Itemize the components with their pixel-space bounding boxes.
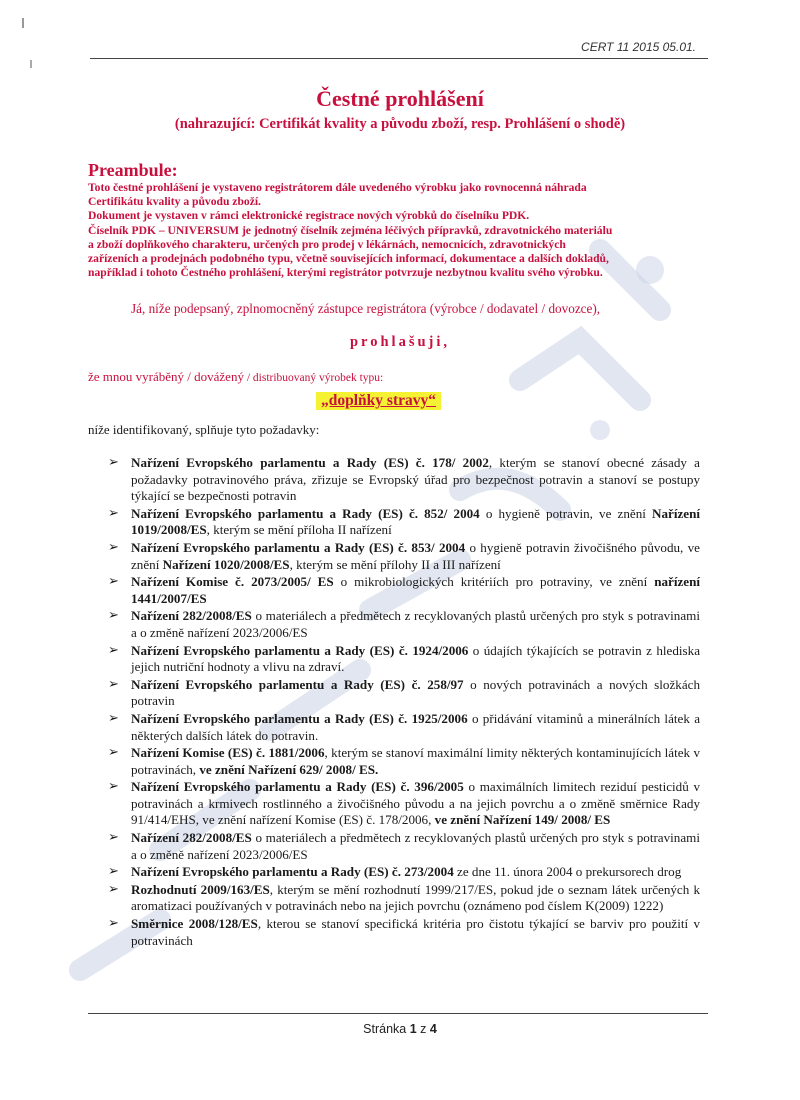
arrow-bullet-icon: ➢ xyxy=(108,539,119,555)
requirement-item xyxy=(108,745,700,778)
requirement-regulation: Nařízení Evropského parlamentu a Rady (ES) č. 273/2004 xyxy=(131,864,454,880)
requirement-description: , kterým se stanoví maximální limity některých kontaminujících látek v potravinách, xyxy=(131,745,701,777)
requirement-item xyxy=(108,455,700,505)
page-footer xyxy=(0,1022,800,1036)
arrow-bullet-icon: ➢ xyxy=(108,779,119,795)
requirement-item xyxy=(108,916,700,949)
requirement-regulation: Směrnice 2008/128/ES xyxy=(131,916,258,932)
preamble-line: Dokument je vystaven v rámci elektronické registrace nových výrobků do číselníku PDK. xyxy=(88,209,530,223)
requirement-note: , kterým se mění přílohy II a III nařízení xyxy=(289,556,501,572)
footer-total: 4 xyxy=(429,1022,437,1036)
requirement-description: o přidávání vitaminů a minerálních látek a některých dalších látek do potravin. xyxy=(131,710,701,743)
requirement-description: , kterým se mění rozhodnutí 1999/217/ES, pokud jde o seznam látek určených k aromatizaci používaných v potravinách nebo na jejich povrchu (oznámeno pod číslem K(2009) 1222) xyxy=(131,881,700,914)
requirement-description: o materiálech a předmětech z recyklovaných plastů určených pro styk s potravinami a o změně nařízení 2023/2006/ES xyxy=(131,830,700,862)
requirement-amendment: Nařízení 1019/2008/ES xyxy=(131,505,700,538)
requirement-description: , kterou se stanoví specifická kritéria pro čistotu týkající se barviv pro použití v potravinách xyxy=(131,916,701,948)
product-type-main: že mnou vyráběný / dovážený xyxy=(88,369,244,384)
requirement-note: , kterým se mění příloha II nařízení xyxy=(206,522,392,538)
preamble-line: a zboží doplňkového charakteru, určených pro prodej v lékárnách, nemocnicích, zdravotnických xyxy=(88,237,566,251)
arrow-bullet-icon: ➢ xyxy=(108,455,119,470)
product-type-small: / distribuovaný výrobek typu: xyxy=(243,372,384,384)
requirement-regulation: Nařízení Komise č. 2073/2005/ ES xyxy=(131,574,334,590)
requirement-amendment: Nařízení 1020/2008/ES xyxy=(162,556,290,572)
arrow-bullet-icon: ➢ xyxy=(108,916,119,932)
requirement-description: ze dne 11. února 2004 o prekursorech drog xyxy=(453,864,682,880)
requirement-item xyxy=(108,506,700,539)
requirement-description: o materiálech a předmětech z recyklovaných plastů určených pro styk s potravinami a o změně nařízení 2023/2006/ES xyxy=(131,608,700,640)
product-type-line xyxy=(88,369,383,385)
arrow-bullet-icon: ➢ xyxy=(108,642,119,658)
requirement-regulation: Nařízení Evropského parlamentu a Rady (ES) č. 178/ 2002 xyxy=(131,455,489,470)
requirements-list xyxy=(108,455,700,950)
requirement-item xyxy=(108,574,700,607)
requirement-description: o hygieně potravin živočišného původu, ve znění xyxy=(131,539,700,572)
document-subtitle: (nahrazující: Certifikát kvality a původu zboží, resp. Prohlášení o shodě) xyxy=(174,116,626,132)
requirement-item xyxy=(108,779,700,829)
preamble-line: Číselník PDK – UNIVERSUM je jednotný číselník zejména léčivých přípravků, zdravotnického materiálu xyxy=(88,223,613,237)
requirement-item xyxy=(108,608,700,641)
requirement-amendment: ve znění Nařízení 149/ 2008/ ES xyxy=(434,812,611,828)
footer-divider xyxy=(88,1013,708,1014)
preamble-heading: Preambule: xyxy=(88,160,178,180)
requirement-description: o hygieně potravin, ve znění xyxy=(479,505,652,521)
arrow-bullet-icon: ➢ xyxy=(108,676,119,692)
scan-marks xyxy=(10,10,40,80)
preamble-line: Certifikátu kvality a původu zboží. xyxy=(88,195,261,209)
preamble-line: například i tohoto Čestného prohlášení, kterými registrátor potvrzuje nezbytnou kvalitu svého výrobku. xyxy=(88,266,603,280)
requirement-description: o údajích týkajících se potravin z hlediska jejich nutriční hodnoty a vlivu na zdraví. xyxy=(131,642,700,675)
requirement-item xyxy=(108,711,700,744)
requirement-regulation: Nařízení Evropského parlamentu a Rady (ES) č. 853/ 2004 xyxy=(131,539,466,555)
declare-heading: prohlašuji, xyxy=(349,334,451,350)
requirement-amendment: nařízení 1441/2007/ES xyxy=(131,574,701,606)
requirement-regulation: Nařízení Komise (ES) č. 1881/2006 xyxy=(131,745,325,761)
requirement-item xyxy=(108,643,700,676)
preamble-line: zařízeních a prodejnách podobného typu, včetně souvisejících informací, dokumentace a dalších dokladů, xyxy=(88,252,609,266)
document-title: Čestné prohlášení xyxy=(316,86,484,111)
requirement-description: o mikrobiologických kritériích pro potraviny, ve znění xyxy=(333,574,655,590)
requirements-intro: níže identifikovaný, splňuje tyto požadavky: xyxy=(88,422,320,437)
arrow-bullet-icon: ➢ xyxy=(108,574,119,590)
footer-sep: z xyxy=(416,1022,430,1036)
requirement-regulation: Nařízení Evropského parlamentu a Rady (ES) č. 852/ 2004 xyxy=(131,505,480,521)
footer-label: Stránka xyxy=(363,1022,410,1036)
requirement-regulation: Nařízení Evropského parlamentu a Rady (ES) č. 396/2005 xyxy=(131,779,464,795)
preamble-line: Toto čestné prohlášení je vystaveno registrátorem dále uvedeného výrobku jako rovnocenná náhrada xyxy=(88,181,587,194)
arrow-bullet-icon: ➢ xyxy=(108,830,119,846)
requirement-item xyxy=(108,882,700,915)
arrow-bullet-icon: ➢ xyxy=(108,505,119,521)
requirement-item xyxy=(108,540,700,573)
requirement-regulation: Rozhodnutí 2009/163/ES xyxy=(131,881,270,897)
requirement-regulation: Nařízení 282/2008/ES xyxy=(131,608,252,624)
requirement-regulation: Nařízení Evropského parlamentu a Rady (ES) č. 1925/2006 xyxy=(131,710,468,726)
arrow-bullet-icon: ➢ xyxy=(108,608,119,624)
requirement-description: o maximálních limitech reziduí pesticidů v potravinách a krmivech rostlinného a živočišného původu a na jejich povrchu a o změně směrnice Rady 91/414/EHS, ve znění nařízení Komise (ES) č. 178/2006, xyxy=(131,779,700,828)
document-code: CERT 11 2015 05.01. xyxy=(581,40,696,54)
requirement-description: , kterým se stanoví obecné zásady a požadavky potravinového práva, zřizuje se Evropský úřad pro bezpečnost potravin a stanoví se postupy týkající se bezpečnosti potravin xyxy=(131,455,700,504)
requirement-item xyxy=(108,830,700,863)
declarant-text: Já, níže podepsaný, zplnomocněný zástupce registrátora (výrobce / dodavatel / dovozce), xyxy=(131,301,601,316)
requirement-regulation: Nařízení Evropského parlamentu a Rady (ES) č. 258/97 xyxy=(131,676,464,692)
requirement-description: o nových potravinách a nových složkách potravin xyxy=(131,676,700,709)
requirement-regulation: Nařízení 282/2008/ES xyxy=(131,830,252,846)
product-category: „doplňky stravy“ xyxy=(316,392,441,410)
footer-page: 1 xyxy=(409,1022,417,1036)
preamble-text xyxy=(88,181,700,280)
requirement-regulation: Nařízení Evropského parlamentu a Rady (ES) č. 1924/2006 xyxy=(131,642,469,658)
arrow-bullet-icon: ➢ xyxy=(108,881,119,897)
arrow-bullet-icon: ➢ xyxy=(108,864,119,880)
requirement-amendment: ve znění Nařízení 629/ 2008/ ES. xyxy=(199,761,379,777)
arrow-bullet-icon: ➢ xyxy=(108,745,119,761)
header-divider xyxy=(90,58,708,59)
arrow-bullet-icon: ➢ xyxy=(108,710,119,726)
requirement-item xyxy=(108,677,700,710)
requirement-item xyxy=(108,864,700,881)
